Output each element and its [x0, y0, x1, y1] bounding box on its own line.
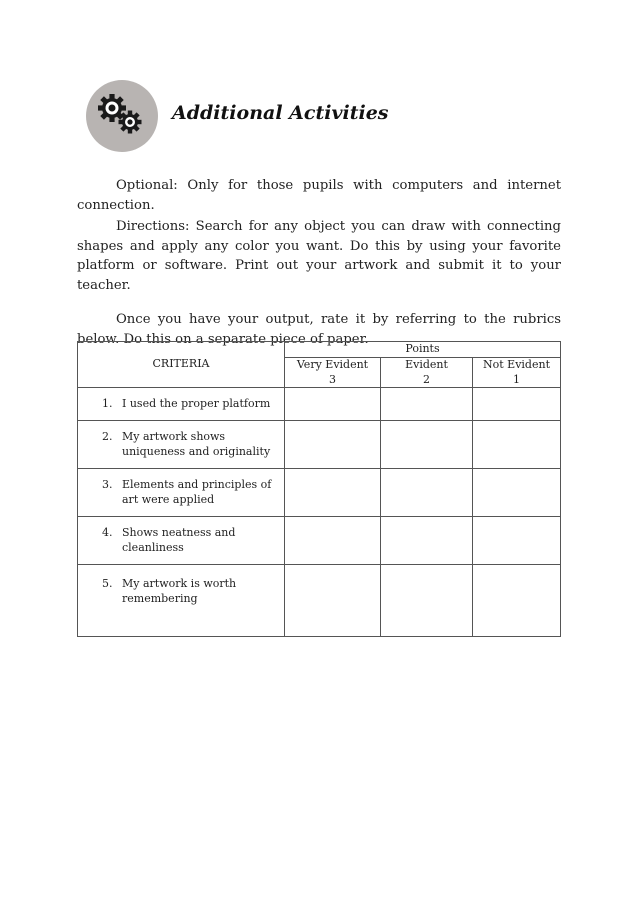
- criterion-cell: [78, 517, 285, 565]
- gear-badge: [86, 80, 158, 152]
- score-cell[interactable]: [285, 388, 381, 421]
- level-not-evident: [473, 358, 561, 388]
- score-cell[interactable]: [473, 517, 561, 565]
- table-row: [78, 565, 561, 637]
- level-score: 2: [423, 372, 430, 386]
- rubric-table: [77, 341, 561, 637]
- level-score: 1: [513, 372, 520, 386]
- score-cell[interactable]: [473, 388, 561, 421]
- criterion-cell: [78, 421, 285, 469]
- table-row: [78, 469, 561, 517]
- criterion-text: My artwork shows uniqueness and originality: [122, 430, 271, 458]
- table-row: [78, 388, 561, 421]
- criterion-number: 1.: [102, 396, 113, 410]
- criterion-text: Shows neatness and cleanliness: [122, 526, 236, 554]
- table-row: [78, 517, 561, 565]
- criterion-cell: [78, 388, 285, 421]
- criterion-text: I used the proper platform: [122, 396, 271, 410]
- score-cell[interactable]: [473, 565, 561, 637]
- rubric-header-row: [78, 342, 561, 358]
- score-cell[interactable]: [285, 517, 381, 565]
- score-cell[interactable]: [285, 421, 381, 469]
- rate-paragraph: Once you have your output, rate it by referring to the rubrics below. Do this on a separate piece of paper.: [77, 312, 561, 347]
- criterion-number: 4.: [102, 526, 113, 539]
- section-header: [86, 80, 426, 152]
- score-cell[interactable]: [381, 388, 473, 421]
- score-cell[interactable]: [473, 421, 561, 469]
- score-cell[interactable]: [381, 469, 473, 517]
- directions-paragraph: Directions: Search for any object you can draw with connecting shapes and apply any color you want. Do this by using your favorite platform or software. Print out your artwork and submit it to your teacher.: [77, 219, 561, 293]
- gears-icon: [86, 80, 158, 152]
- level-label: Not Evident: [483, 358, 550, 371]
- score-cell[interactable]: [473, 469, 561, 517]
- level-very-evident: [285, 358, 381, 388]
- score-cell[interactable]: [381, 565, 473, 637]
- optional-paragraph: Optional: Only for those pupils with computers and internet connection.: [77, 178, 561, 213]
- criterion-number: 3.: [102, 478, 113, 491]
- level-evident: [381, 358, 473, 388]
- criterion-cell: [78, 565, 285, 637]
- criterion-number: 2.: [102, 430, 113, 443]
- criterion-cell: [78, 469, 285, 517]
- criteria-header: CRITERIA: [78, 342, 285, 388]
- table-row: [78, 421, 561, 469]
- score-cell[interactable]: [285, 469, 381, 517]
- points-header: Points: [285, 342, 561, 358]
- level-label: Evident: [405, 358, 448, 371]
- score-cell[interactable]: [285, 565, 381, 637]
- criterion-text: My artwork is worth remembering: [122, 577, 237, 605]
- level-label: Very Evident: [296, 358, 369, 371]
- instructions: [77, 176, 561, 349]
- criterion-text: Elements and principles of art were applied: [122, 478, 272, 506]
- level-score: 3: [329, 372, 336, 386]
- score-cell[interactable]: [381, 517, 473, 565]
- section-title: Additional Activities: [172, 102, 389, 124]
- score-cell[interactable]: [381, 421, 473, 469]
- criterion-number: 5.: [102, 577, 113, 590]
